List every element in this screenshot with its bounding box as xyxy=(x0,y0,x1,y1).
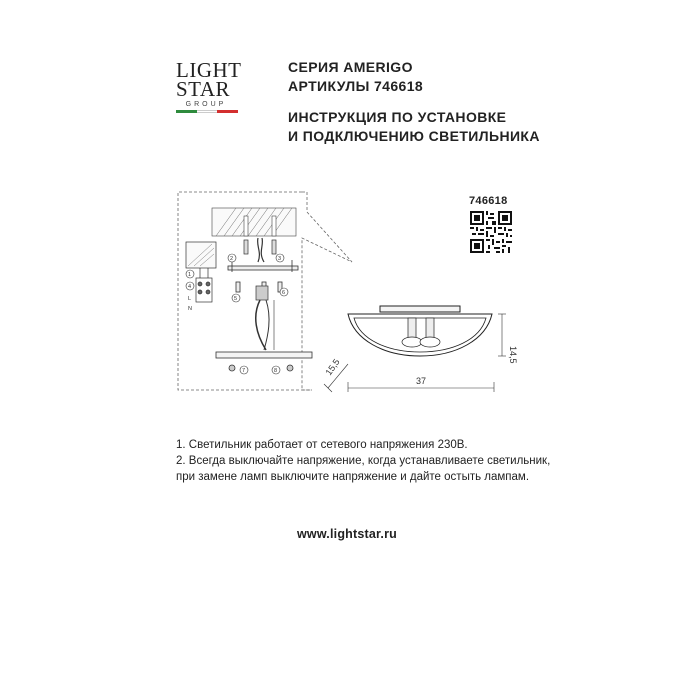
step-3-label: 3 xyxy=(278,256,282,262)
product-code: 746618 xyxy=(469,195,508,207)
step-2-label: 2 xyxy=(230,256,234,262)
instruction-title-line1: ИНСТРУКЦИЯ ПО УСТАНОВКЕ xyxy=(288,109,507,125)
logo-line-star: STAR xyxy=(176,77,230,101)
italian-flag-stripe xyxy=(176,110,238,113)
installation-drawing xyxy=(172,190,522,405)
wire-label-n: N xyxy=(188,306,192,312)
lightstar-logo xyxy=(176,58,242,135)
fixture-side-view xyxy=(348,306,492,356)
wire-label-l: L xyxy=(188,296,192,302)
series-title: СЕРИЯ AMERIGO xyxy=(288,59,413,75)
dowels-and-wires xyxy=(244,238,276,262)
step-6-label: 6 xyxy=(282,290,286,296)
note-line-1: 1. Светильник работает от сетевого напряжения 230В. xyxy=(176,439,468,451)
dimension-height: 14,5 xyxy=(508,346,518,364)
step-8-label: 8 xyxy=(274,368,278,374)
note-line-2: 2. Всегда выключайте напряжение, когда устанавливаете светильник, xyxy=(176,455,551,467)
step-5-label: 5 xyxy=(234,296,238,302)
ceiling-block xyxy=(212,208,296,236)
step-1-label: 1 xyxy=(188,272,192,278)
logo-line-group: GROUP xyxy=(185,101,227,108)
lamp-shade-profile xyxy=(216,352,312,371)
dimension-depth: 15,5 xyxy=(323,357,342,378)
website-link[interactable]: www.lightstar.ru xyxy=(297,527,397,541)
step-4-label: 4 xyxy=(188,284,192,290)
logo-line-light: LIGHT xyxy=(176,58,242,82)
note-line-3: при замене ламп выключите напряжение и дайте остыть лампам. xyxy=(176,471,530,483)
step-7-label: 7 xyxy=(242,368,246,374)
articles-title: АРТИКУЛЫ 746618 xyxy=(288,78,424,94)
safety-notes xyxy=(176,437,550,485)
instruction-title-line2: И ПОДКЛЮЧЕНИЮ СВЕТИЛЬНИКА xyxy=(288,128,540,144)
dimension-width: 37 xyxy=(416,376,427,386)
fixing-hardware xyxy=(256,286,274,350)
